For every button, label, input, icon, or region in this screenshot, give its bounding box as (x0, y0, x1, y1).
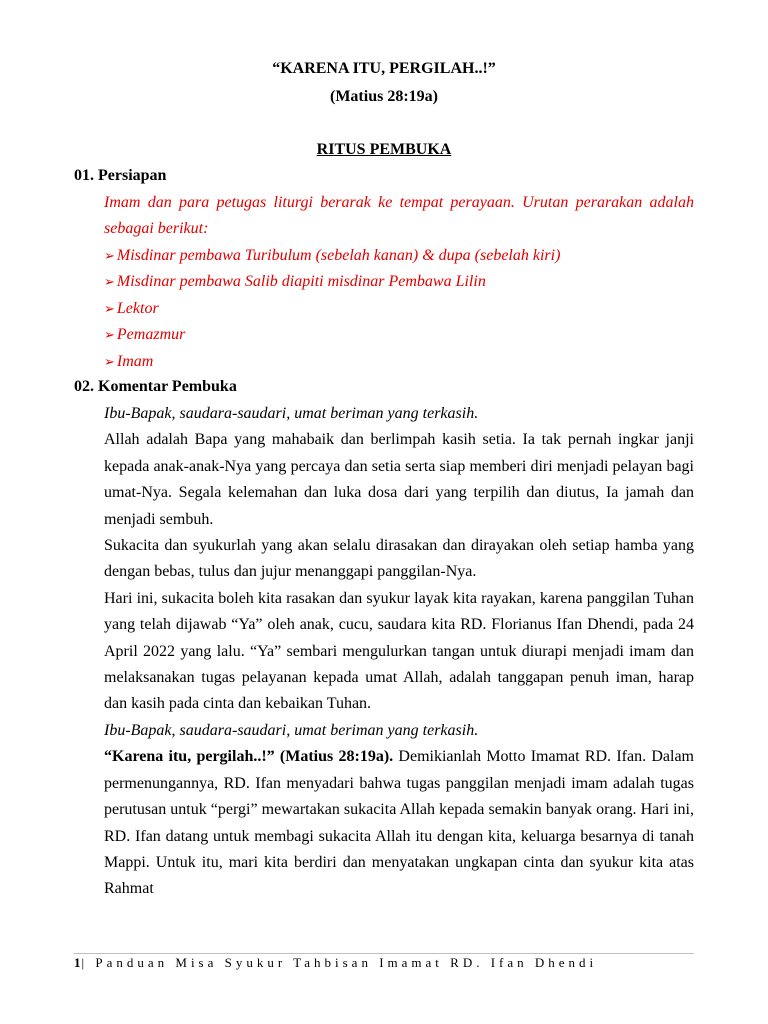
procession-list (104, 243, 560, 375)
greeting: Ibu-Bapak, saudara-saudari, umat beriman yang terkasih. (104, 405, 479, 422)
paragraph: Sukacita dan syukurlah yang akan selalu dirasakan dan dirayakan oleh setiap hamba yang dengan bebas, tulus dan jujur menanggapi panggilan-Nya. (104, 537, 694, 581)
scripture-reference: (Matius 28:19a) (330, 88, 438, 105)
paragraph: Hari ini, sukacita boleh kita rasakan dan syukur layak kita rayakan, karena panggilan Tuhan yang telah dijawab “Ya” oleh anak, cucu, saudara kita RD. Florianus Ifan Dhendi, pada 24 April 2022 yang lalu. “Ya” sembari mengulurkan tangan untuk diurapi menjadi imam dan melaksanakan tugas pelayanan kepada umat Allah, adalah tanggapan penuh iman, harap dan kasih pada cinta dan kebaikan Tuhan. (104, 589, 694, 713)
list-item: ➢ Lektor (104, 299, 159, 317)
arrowhead-bullet-icon: ➢ (104, 300, 115, 316)
list-item: ➢ Misdinar pembawa Salib diapiti misdinar Pembawa Lilin (104, 273, 486, 291)
list-item: ➢ Misdinar pembawa Turibulum (sebelah kanan) & dupa (sebelah kiri) (104, 247, 561, 264)
arrowhead-bullet-icon: ➢ (104, 248, 115, 263)
footer-text: Panduan Misa Syukur Tahbisan Imamat RD. Ifan Dhendi (95, 955, 598, 970)
section-heading-ritus-pembuka: RITUS PEMBUKA (316, 141, 452, 158)
paragraph: Allah adalah Bapa yang mahabaik dan berlimpah kasih setia. Ia tak pernah ingkar janji kepada anak-anak-Nya yang percaya dan setia serta siap memberi diri menjadi pelayan bagi umat-Nya. Segala kelemahan dan luka dosa dari yang terpilih dan diutus, Ia jamah dan menjadi sembuh. (104, 431, 694, 528)
list-item: ➢ Pemazmur (104, 326, 186, 344)
arrowhead-bullet-icon: ➢ (104, 274, 115, 290)
footer-separator: | (81, 955, 89, 970)
greeting: Ibu-Bapak, saudara-saudari, umat beriman yang terkasih. (104, 721, 479, 739)
page-number: 1 (74, 955, 82, 970)
heading-persiapan: 01. Persiapan (74, 167, 167, 184)
opening-commentary (104, 401, 694, 903)
paragraph: “Karena itu, pergilah..!” (Matius 28:19a). Demikianlah Motto Imamat RD. Ifan. Dalam permenungannya, RD. Ifan menyadari bahwa tugas panggilan menjadi imam adalah tugas perutusan untuk “pergi” mewartakan sukacita Allah kepada semakin banyak orang. Hari ini, RD. Ifan datang untuk membagi sukacita Allah itu dengan kita, keluarga besarnya di tanah Mappi. Untuk itu, mari kita berdiri dan menyatakan ungkapan cinta dan syukur kita atas Rahmat (104, 748, 694, 898)
heading-komentar-pembuka: 02. Komentar Pembuka (74, 378, 237, 395)
motto-text: “Karena itu, pergilah..!” (Matius 28:19a). (104, 748, 394, 766)
list-item: ➢ Imam (104, 352, 154, 370)
document-title: “KARENA ITU, PERGILAH..!” (272, 60, 496, 77)
page-footer (74, 955, 597, 971)
procession-instruction: Imam dan para petugas liturgi berarak ke tempat perayaan. Urutan perarakan adalah sebagai berikut: (104, 194, 694, 238)
footer-divider (74, 953, 694, 954)
arrowhead-bullet-icon: ➢ (104, 327, 115, 343)
arrowhead-bullet-icon: ➢ (104, 353, 115, 369)
